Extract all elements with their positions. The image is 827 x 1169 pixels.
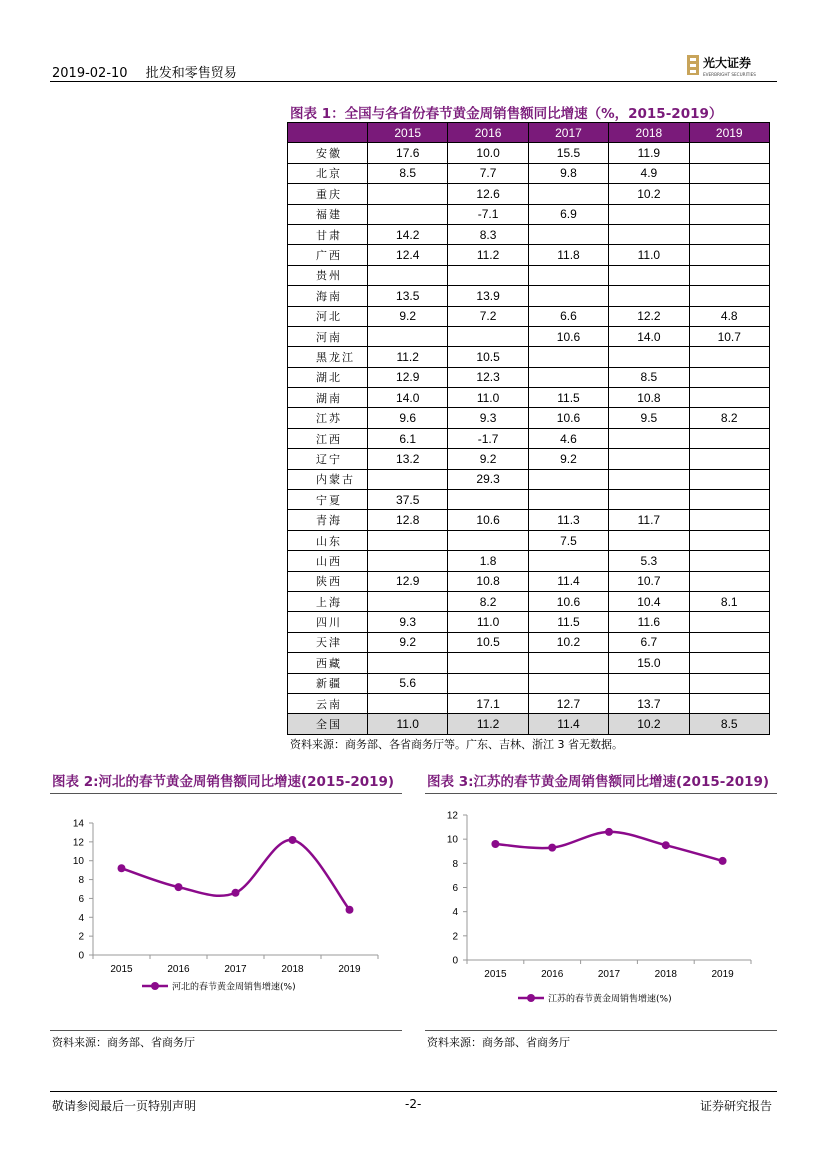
growth-value-cell: 12.7 [528, 693, 608, 713]
growth-value-cell: 8.5 [689, 714, 769, 734]
growth-value-cell [689, 510, 769, 530]
growth-value-cell: 10.6 [528, 591, 608, 611]
report-section: 批发和零售贸易 [145, 66, 237, 81]
y-tick-label: 4 [78, 912, 84, 924]
table-row [288, 612, 770, 632]
growth-value-cell: 10.7 [689, 326, 769, 346]
table-row [288, 632, 770, 652]
growth-value-cell [689, 612, 769, 632]
growth-value-cell [609, 428, 689, 448]
data-point [548, 844, 556, 852]
growth-value-cell [609, 469, 689, 489]
province-name-cell: 福建 [288, 204, 368, 224]
page-header [52, 62, 237, 81]
table-row [288, 469, 770, 489]
growth-value-cell [368, 591, 448, 611]
growth-value-cell: 5.6 [368, 673, 448, 693]
growth-value-cell: 12.4 [368, 245, 448, 265]
growth-value-cell: 11.0 [368, 714, 448, 734]
growth-value-cell [609, 673, 689, 693]
growth-value-cell: 37.5 [368, 490, 448, 510]
x-tick-label: 2015 [484, 969, 507, 980]
growth-value-cell [609, 530, 689, 550]
growth-value-cell [689, 245, 769, 265]
province-name-cell: 新疆 [288, 673, 368, 693]
growth-value-cell [368, 469, 448, 489]
table-row [288, 204, 770, 224]
table-row [288, 693, 770, 713]
table-row [288, 490, 770, 510]
growth-value-cell: 11.2 [448, 245, 528, 265]
growth-value-cell: 7.2 [448, 306, 528, 326]
growth-value-cell: 15.5 [528, 143, 608, 163]
growth-value-cell: 13.7 [609, 693, 689, 713]
jiangsu-growth-chart [425, 805, 777, 1005]
chart3-title: 图表 3:江苏的春节黄金周销售额同比增速(2015-2019) [427, 774, 770, 790]
growth-value-cell: 13.9 [448, 286, 528, 306]
table-row [288, 326, 770, 346]
growth-value-cell: 5.3 [609, 551, 689, 571]
table-row [288, 286, 770, 306]
growth-value-cell: 10.6 [448, 510, 528, 530]
data-point [175, 883, 183, 891]
growth-value-cell [689, 551, 769, 571]
province-name-cell: 西藏 [288, 653, 368, 673]
x-tick-label: 2017 [597, 969, 621, 980]
province-name-cell: 重庆 [288, 184, 368, 204]
table-row [288, 367, 770, 387]
x-tick-label: 2015 [110, 964, 133, 975]
growth-value-cell: 13.2 [368, 449, 448, 469]
growth-value-cell: 9.3 [448, 408, 528, 428]
growth-value-cell [528, 653, 608, 673]
province-name-cell: 陕西 [288, 571, 368, 591]
table-row [288, 347, 770, 367]
growth-value-cell: 7.5 [528, 530, 608, 550]
province-name-cell: 河北 [288, 306, 368, 326]
growth-value-cell: 4.9 [609, 163, 689, 183]
growth-value-cell: 13.5 [368, 286, 448, 306]
footer-disclaimer: 敬请参阅最后一页特别声明 [52, 1099, 197, 1113]
province-growth-table [287, 122, 770, 735]
growth-value-cell: 12.9 [368, 571, 448, 591]
growth-value-cell: 8.1 [689, 591, 769, 611]
y-tick-label: 2 [452, 931, 458, 943]
growth-value-cell: 9.5 [609, 408, 689, 428]
growth-value-cell: 14.0 [368, 388, 448, 408]
province-name-cell: 安徽 [288, 143, 368, 163]
growth-value-cell [368, 530, 448, 550]
data-point [605, 828, 613, 836]
growth-value-cell: 12.9 [368, 367, 448, 387]
table-row [288, 184, 770, 204]
growth-value-cell [689, 265, 769, 285]
growth-value-cell [689, 163, 769, 183]
growth-value-cell: 8.5 [609, 367, 689, 387]
chart3-source: 资料来源：商务部、省商务厅 [427, 1036, 570, 1049]
data-point [346, 906, 354, 914]
x-tick-label: 2019 [338, 964, 361, 975]
growth-value-cell [609, 490, 689, 510]
growth-value-cell: 11.0 [448, 612, 528, 632]
table-row [288, 245, 770, 265]
growth-value-cell [368, 326, 448, 346]
y-tick-label: 0 [78, 950, 84, 962]
province-name-cell: 江苏 [288, 408, 368, 428]
province-name-cell: 湖南 [288, 388, 368, 408]
growth-value-cell: 11.8 [528, 245, 608, 265]
growth-value-cell [448, 673, 528, 693]
growth-value-cell: 9.6 [368, 408, 448, 428]
chart2-source: 资料来源：商务部、省商务厅 [52, 1036, 195, 1049]
growth-value-cell: 10.2 [528, 632, 608, 652]
growth-value-cell [689, 632, 769, 652]
growth-value-cell [528, 469, 608, 489]
province-name-cell: 山西 [288, 551, 368, 571]
legend-swatch-marker [527, 994, 535, 1002]
growth-value-cell: 11.4 [528, 571, 608, 591]
header-cell-blank [288, 123, 368, 143]
table-row [288, 143, 770, 163]
province-name-cell: 全国 [288, 714, 368, 734]
growth-value-cell: 12.6 [448, 184, 528, 204]
growth-value-cell [528, 367, 608, 387]
y-tick-label: 6 [452, 883, 458, 894]
chart3-top-rule [425, 793, 777, 794]
y-tick-label: 12 [72, 837, 84, 849]
province-name-cell: 内蒙古 [288, 469, 368, 489]
growth-value-cell: 4.8 [689, 306, 769, 326]
growth-value-cell: 10.6 [528, 408, 608, 428]
growth-value-cell: 10.6 [528, 326, 608, 346]
growth-value-cell [689, 469, 769, 489]
growth-value-cell: 8.2 [448, 591, 528, 611]
growth-value-cell: 10.8 [448, 571, 528, 591]
growth-value-cell: 11.9 [609, 143, 689, 163]
table-row [288, 571, 770, 591]
growth-value-cell: 17.1 [448, 693, 528, 713]
legend-swatch-marker [151, 982, 159, 990]
table-row [288, 388, 770, 408]
y-tick-label: 12 [446, 810, 458, 822]
x-tick-label: 2017 [224, 964, 247, 975]
growth-value-cell [609, 286, 689, 306]
growth-value-cell [448, 653, 528, 673]
table-row [288, 265, 770, 285]
y-tick-label: 10 [446, 834, 458, 846]
y-tick-label: 8 [452, 858, 458, 870]
growth-value-cell: 9.2 [448, 449, 528, 469]
footer-rule [50, 1091, 777, 1092]
x-tick-label: 2018 [281, 964, 304, 975]
growth-value-cell [689, 673, 769, 693]
growth-value-cell: 7.7 [448, 163, 528, 183]
growth-value-cell: 8.5 [368, 163, 448, 183]
growth-value-cell [689, 693, 769, 713]
table-row [288, 510, 770, 530]
data-point [491, 840, 499, 848]
growth-value-cell [528, 265, 608, 285]
growth-value-cell: 15.0 [609, 653, 689, 673]
growth-value-cell: 12.8 [368, 510, 448, 530]
data-point [289, 836, 297, 844]
province-name-cell: 云南 [288, 693, 368, 713]
growth-value-cell: 8.2 [689, 408, 769, 428]
data-point [719, 857, 727, 865]
growth-value-cell [368, 184, 448, 204]
table-row [288, 408, 770, 428]
x-tick-label: 2016 [541, 969, 564, 980]
header-cell-year: 2017 [528, 123, 608, 143]
growth-value-cell: 17.6 [368, 143, 448, 163]
growth-value-cell: 10.2 [609, 184, 689, 204]
growth-value-cell [689, 367, 769, 387]
growth-value-cell: 10.8 [609, 388, 689, 408]
growth-value-cell [689, 388, 769, 408]
table-header-row [288, 123, 770, 143]
series-line [122, 840, 350, 910]
growth-value-cell [689, 530, 769, 550]
growth-value-cell [689, 184, 769, 204]
logo-subtext: EVERBRIGHT SECURITIES [703, 72, 756, 77]
growth-value-cell [689, 347, 769, 367]
growth-value-cell [689, 286, 769, 306]
data-point [232, 889, 240, 897]
growth-value-cell: 10.5 [448, 632, 528, 652]
y-tick-label: 6 [78, 893, 84, 905]
y-tick-label: 8 [78, 875, 84, 887]
series-line [495, 832, 722, 861]
growth-value-cell [368, 265, 448, 285]
province-name-cell: 江西 [288, 428, 368, 448]
hebei-growth-chart [50, 805, 402, 1005]
growth-value-cell: 29.3 [448, 469, 528, 489]
table-row [288, 163, 770, 183]
province-name-cell: 河南 [288, 326, 368, 346]
growth-value-cell [528, 490, 608, 510]
growth-value-cell: 11.2 [368, 347, 448, 367]
province-name-cell: 四川 [288, 612, 368, 632]
y-tick-label: 2 [78, 931, 84, 943]
data-point [662, 841, 670, 849]
growth-value-cell [689, 428, 769, 448]
growth-value-cell: 10.5 [448, 347, 528, 367]
growth-value-cell: 4.6 [528, 428, 608, 448]
growth-value-cell [609, 204, 689, 224]
growth-value-cell [689, 449, 769, 469]
province-name-cell: 山东 [288, 530, 368, 550]
chart3-bottom-rule [425, 1030, 777, 1031]
y-tick-label: 0 [452, 955, 458, 967]
report-date: 2019-02-10 [52, 66, 128, 81]
header-cell-year: 2019 [689, 123, 769, 143]
growth-value-cell: 14.2 [368, 224, 448, 244]
growth-value-cell [609, 224, 689, 244]
growth-value-cell: 11.6 [609, 612, 689, 632]
table-row [288, 551, 770, 571]
growth-value-cell [528, 224, 608, 244]
y-tick-label: 10 [72, 856, 84, 868]
table1-title: 图表 1：全国与各省份春节黄金周销售额同比增速（%，2015-2019） [290, 106, 723, 122]
province-name-cell: 贵州 [288, 265, 368, 285]
growth-value-cell: 12.2 [609, 306, 689, 326]
growth-value-cell [689, 224, 769, 244]
growth-value-cell: 9.3 [368, 612, 448, 632]
growth-value-cell: 6.7 [609, 632, 689, 652]
growth-value-cell [528, 551, 608, 571]
growth-value-cell [528, 184, 608, 204]
growth-value-cell: 8.3 [448, 224, 528, 244]
growth-value-cell: 6.9 [528, 204, 608, 224]
province-name-cell: 广西 [288, 245, 368, 265]
table-row [288, 449, 770, 469]
growth-value-cell [448, 530, 528, 550]
growth-value-cell [609, 265, 689, 285]
province-name-cell: 黑龙江 [288, 347, 368, 367]
province-name-cell: 北京 [288, 163, 368, 183]
x-tick-label: 2019 [711, 969, 734, 980]
growth-value-cell: 10.4 [609, 591, 689, 611]
growth-value-cell: 9.2 [528, 449, 608, 469]
table-total-row [288, 714, 770, 734]
growth-value-cell: 9.8 [528, 163, 608, 183]
growth-value-cell [689, 143, 769, 163]
growth-value-cell: 6.1 [368, 428, 448, 448]
header-cell-year: 2016 [448, 123, 528, 143]
province-name-cell: 甘肃 [288, 224, 368, 244]
growth-value-cell: 11.0 [609, 245, 689, 265]
province-name-cell: 海南 [288, 286, 368, 306]
growth-value-cell [528, 673, 608, 693]
table-row [288, 673, 770, 693]
growth-value-cell: 9.2 [368, 306, 448, 326]
table-row [288, 591, 770, 611]
header-cell-year: 2018 [609, 123, 689, 143]
growth-value-cell [368, 551, 448, 571]
growth-value-cell: -1.7 [448, 428, 528, 448]
x-tick-label: 2016 [167, 964, 190, 975]
growth-value-cell [448, 326, 528, 346]
chart2-bottom-rule [50, 1030, 402, 1031]
province-name-cell: 湖北 [288, 367, 368, 387]
growth-value-cell: 9.2 [368, 632, 448, 652]
growth-value-cell [689, 653, 769, 673]
growth-value-cell [609, 347, 689, 367]
growth-value-cell: -7.1 [448, 204, 528, 224]
header-rule [50, 81, 777, 82]
table-row [288, 224, 770, 244]
province-name-cell: 宁夏 [288, 490, 368, 510]
province-name-cell: 辽宁 [288, 449, 368, 469]
growth-value-cell: 10.2 [609, 714, 689, 734]
province-name-cell: 上海 [288, 591, 368, 611]
growth-value-cell [368, 693, 448, 713]
table-row [288, 530, 770, 550]
province-name-cell: 天津 [288, 632, 368, 652]
province-name-cell: 青海 [288, 510, 368, 530]
growth-value-cell: 11.7 [609, 510, 689, 530]
header-cell-year: 2015 [368, 123, 448, 143]
page-number: -2- [405, 1097, 422, 1111]
growth-value-cell [528, 286, 608, 306]
x-tick-label: 2018 [654, 969, 677, 980]
growth-value-cell: 11.0 [448, 388, 528, 408]
footer-report-type: 证券研究报告 [700, 1099, 773, 1113]
y-tick-label: 14 [72, 818, 84, 830]
growth-value-cell: 10.0 [448, 143, 528, 163]
everbright-logo [686, 52, 778, 80]
table1-source: 资料来源：商务部、各省商务厅等。广东、吉林、浙江 3 省无数据。 [290, 738, 623, 751]
y-tick-label: 4 [452, 907, 458, 919]
growth-value-cell [689, 204, 769, 224]
growth-value-cell [368, 204, 448, 224]
growth-value-cell: 11.3 [528, 510, 608, 530]
growth-value-cell [689, 490, 769, 510]
growth-value-cell [368, 653, 448, 673]
growth-value-cell [448, 490, 528, 510]
legend-label: 江苏的春节黄金周销售增速(%) [548, 994, 672, 1005]
growth-value-cell: 14.0 [609, 326, 689, 346]
growth-value-cell: 10.7 [609, 571, 689, 591]
growth-value-cell: 11.4 [528, 714, 608, 734]
growth-value-cell: 12.3 [448, 367, 528, 387]
growth-value-cell [528, 347, 608, 367]
data-point [118, 864, 126, 872]
growth-value-cell: 11.2 [448, 714, 528, 734]
growth-value-cell: 11.5 [528, 388, 608, 408]
growth-value-cell: 6.6 [528, 306, 608, 326]
growth-value-cell [609, 449, 689, 469]
growth-value-cell [689, 571, 769, 591]
chart2-title: 图表 2:河北的春节黄金周销售额同比增速(2015-2019) [52, 774, 395, 790]
logo-text: 光大证券 [703, 56, 752, 70]
growth-value-cell: 11.5 [528, 612, 608, 632]
legend-label: 河北的春节黄金周销售增速(%) [172, 982, 296, 993]
growth-value-cell [448, 265, 528, 285]
chart2-top-rule [50, 793, 402, 794]
table-row [288, 428, 770, 448]
table-row [288, 653, 770, 673]
table-row [288, 306, 770, 326]
growth-value-cell: 1.8 [448, 551, 528, 571]
